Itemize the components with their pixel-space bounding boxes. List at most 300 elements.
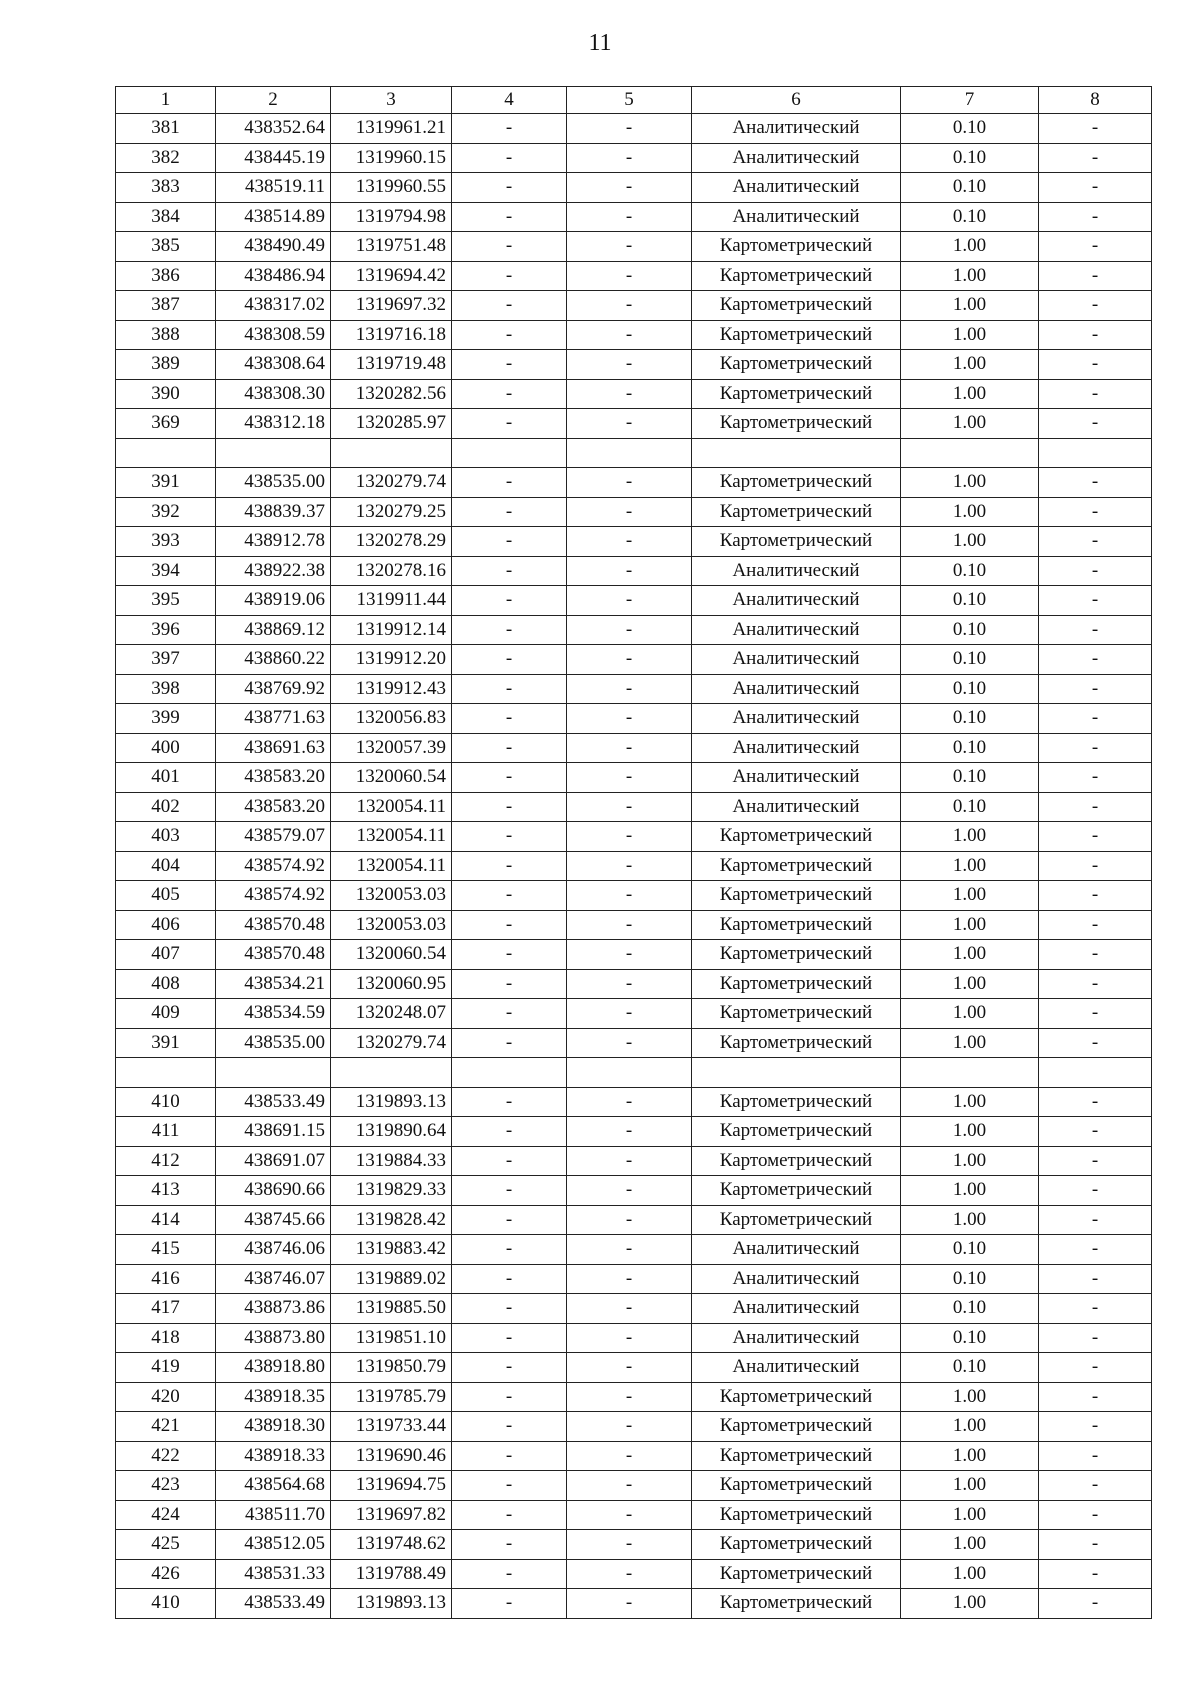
point-number-cell — [116, 438, 216, 468]
col-5-cell: - — [567, 586, 692, 616]
col-8-cell: - — [1039, 350, 1152, 380]
point-number-cell: 423 — [116, 1471, 216, 1501]
col-5-cell: - — [567, 409, 692, 439]
col-8-cell: - — [1039, 674, 1152, 704]
y-coordinate-cell: 1319912.20 — [331, 645, 452, 675]
method-cell: Картометрический — [692, 1176, 901, 1206]
col-4-cell: - — [452, 232, 567, 262]
y-coordinate-cell: 1320053.03 — [331, 910, 452, 940]
accuracy-cell: 0.10 — [901, 1323, 1039, 1353]
point-number-cell: 420 — [116, 1382, 216, 1412]
x-coordinate-cell: 438312.18 — [216, 409, 331, 439]
y-coordinate-cell: 1320056.83 — [331, 704, 452, 734]
accuracy-cell: 0.10 — [901, 586, 1039, 616]
accuracy-cell: 0.10 — [901, 792, 1039, 822]
method-cell: Картометрический — [692, 527, 901, 557]
col-4-cell: - — [452, 527, 567, 557]
col-5-cell: - — [567, 497, 692, 527]
table-row — [116, 1441, 1152, 1471]
x-coordinate-cell: 438691.63 — [216, 733, 331, 763]
point-number-cell: 381 — [116, 114, 216, 144]
point-number-cell: 426 — [116, 1559, 216, 1589]
col-5-cell: - — [567, 1471, 692, 1501]
accuracy-cell: 1.00 — [901, 497, 1039, 527]
col-4-cell: - — [452, 143, 567, 173]
y-coordinate-cell: 1319751.48 — [331, 232, 452, 262]
point-number-cell: 406 — [116, 910, 216, 940]
accuracy-cell: 1.00 — [901, 999, 1039, 1029]
x-coordinate-cell: 438308.59 — [216, 320, 331, 350]
accuracy-cell: 0.10 — [901, 763, 1039, 793]
point-number-cell: 401 — [116, 763, 216, 793]
accuracy-cell: 0.10 — [901, 173, 1039, 203]
col-8-cell: - — [1039, 1205, 1152, 1235]
point-number-cell: 404 — [116, 851, 216, 881]
y-coordinate-cell: 1320278.29 — [331, 527, 452, 557]
col-8-cell: - — [1039, 1471, 1152, 1501]
table-row — [116, 1176, 1152, 1206]
method-cell: Картометрический — [692, 1117, 901, 1147]
x-coordinate-cell: 438745.66 — [216, 1205, 331, 1235]
y-coordinate-cell: 1319690.46 — [331, 1441, 452, 1471]
accuracy-cell: 1.00 — [901, 1117, 1039, 1147]
method-cell: Картометрический — [692, 881, 901, 911]
method-cell: Аналитический — [692, 556, 901, 586]
col-8-cell: - — [1039, 1146, 1152, 1176]
method-cell: Аналитический — [692, 1294, 901, 1324]
col-4-cell: - — [452, 1323, 567, 1353]
col-4-cell: - — [452, 940, 567, 970]
accuracy-cell: 1.00 — [901, 527, 1039, 557]
col-8-cell: - — [1039, 822, 1152, 852]
col-8-cell: - — [1039, 763, 1152, 793]
col-5-cell: - — [567, 291, 692, 321]
col-4-cell: - — [452, 881, 567, 911]
col-5-cell: - — [567, 940, 692, 970]
table-row — [116, 1471, 1152, 1501]
col-5-cell: - — [567, 1530, 692, 1560]
col-5-cell: - — [567, 1589, 692, 1619]
table-row — [116, 556, 1152, 586]
x-coordinate-cell — [216, 438, 331, 468]
accuracy-cell: 0.10 — [901, 615, 1039, 645]
accuracy-cell: 1.00 — [901, 910, 1039, 940]
accuracy-cell: 1.00 — [901, 350, 1039, 380]
method-cell: Картометрический — [692, 497, 901, 527]
col-4-cell: - — [452, 999, 567, 1029]
method-cell: Картометрический — [692, 350, 901, 380]
col-8-cell: - — [1039, 645, 1152, 675]
accuracy-cell: 0.10 — [901, 674, 1039, 704]
col-4-cell: - — [452, 114, 567, 144]
column-header: 7 — [901, 87, 1039, 114]
col-8-cell: - — [1039, 1176, 1152, 1206]
point-number-cell: 413 — [116, 1176, 216, 1206]
col-8-cell: - — [1039, 1589, 1152, 1619]
method-cell: Картометрический — [692, 1205, 901, 1235]
table-row — [116, 320, 1152, 350]
y-coordinate-cell: 1320057.39 — [331, 733, 452, 763]
table-row — [116, 969, 1152, 999]
header-row — [116, 87, 1152, 114]
col-8-cell: - — [1039, 851, 1152, 881]
col-5-cell: - — [567, 645, 692, 675]
col-4-cell: - — [452, 1146, 567, 1176]
method-cell: Аналитический — [692, 733, 901, 763]
method-cell: Аналитический — [692, 114, 901, 144]
col-8-cell: - — [1039, 114, 1152, 144]
accuracy-cell: 1.00 — [901, 851, 1039, 881]
x-coordinate-cell: 438918.30 — [216, 1412, 331, 1442]
table-row — [116, 1500, 1152, 1530]
point-number-cell: 425 — [116, 1530, 216, 1560]
point-number-cell: 417 — [116, 1294, 216, 1324]
table-row — [116, 261, 1152, 291]
y-coordinate-cell: 1319960.15 — [331, 143, 452, 173]
table-row — [116, 1559, 1152, 1589]
col-5-cell: - — [567, 1117, 692, 1147]
table-body — [116, 114, 1152, 1619]
accuracy-cell: 0.10 — [901, 114, 1039, 144]
accuracy-cell: 0.10 — [901, 202, 1039, 232]
y-coordinate-cell: 1319850.79 — [331, 1353, 452, 1383]
point-number-cell: 387 — [116, 291, 216, 321]
col-4-cell: - — [452, 645, 567, 675]
y-coordinate-cell: 1319694.75 — [331, 1471, 452, 1501]
x-coordinate-cell: 438746.06 — [216, 1235, 331, 1265]
x-coordinate-cell: 438690.66 — [216, 1176, 331, 1206]
y-coordinate-cell: 1319883.42 — [331, 1235, 452, 1265]
accuracy-cell: 1.00 — [901, 1412, 1039, 1442]
col-4-cell: - — [452, 1117, 567, 1147]
column-header: 1 — [116, 87, 216, 114]
method-cell: Аналитический — [692, 763, 901, 793]
table-row — [116, 851, 1152, 881]
y-coordinate-cell: 1320285.97 — [331, 409, 452, 439]
table-row — [116, 1382, 1152, 1412]
col-4-cell: - — [452, 1559, 567, 1589]
method-cell: Картометрический — [692, 1530, 901, 1560]
column-header: 8 — [1039, 87, 1152, 114]
col-5-cell: - — [567, 1441, 692, 1471]
x-coordinate-cell: 438534.59 — [216, 999, 331, 1029]
col-8-cell: - — [1039, 999, 1152, 1029]
col-5-cell: - — [567, 527, 692, 557]
point-number-cell: 388 — [116, 320, 216, 350]
y-coordinate-cell: 1319893.13 — [331, 1589, 452, 1619]
point-number-cell: 399 — [116, 704, 216, 734]
accuracy-cell — [901, 438, 1039, 468]
col-4-cell: - — [452, 173, 567, 203]
x-coordinate-cell: 438308.30 — [216, 379, 331, 409]
y-coordinate-cell: 1319719.48 — [331, 350, 452, 380]
col-5-cell: - — [567, 704, 692, 734]
accuracy-cell: 0.10 — [901, 556, 1039, 586]
x-coordinate-cell: 438691.07 — [216, 1146, 331, 1176]
point-number-cell: 393 — [116, 527, 216, 557]
table-row — [116, 792, 1152, 822]
page-number: 11 — [588, 30, 612, 56]
x-coordinate-cell: 438570.48 — [216, 940, 331, 970]
y-coordinate-cell: 1319829.33 — [331, 1176, 452, 1206]
col-8-cell: - — [1039, 586, 1152, 616]
col-4-cell: - — [452, 1028, 567, 1058]
col-5-cell: - — [567, 320, 692, 350]
col-8-cell: - — [1039, 1264, 1152, 1294]
col-8-cell: - — [1039, 379, 1152, 409]
accuracy-cell: 1.00 — [901, 1205, 1039, 1235]
col-8-cell: - — [1039, 910, 1152, 940]
table-row — [116, 822, 1152, 852]
accuracy-cell: 1.00 — [901, 291, 1039, 321]
x-coordinate-cell: 438534.21 — [216, 969, 331, 999]
point-number-cell: 386 — [116, 261, 216, 291]
y-coordinate-cell: 1320053.03 — [331, 881, 452, 911]
point-number-cell: 418 — [116, 1323, 216, 1353]
x-coordinate-cell: 438919.06 — [216, 586, 331, 616]
col-5-cell: - — [567, 1146, 692, 1176]
point-number-cell: 384 — [116, 202, 216, 232]
col-8-cell: - — [1039, 1559, 1152, 1589]
table-row — [116, 1412, 1152, 1442]
method-cell: Аналитический — [692, 173, 901, 203]
x-coordinate-cell: 438583.20 — [216, 763, 331, 793]
y-coordinate-cell: 1319911.44 — [331, 586, 452, 616]
col-4-cell: - — [452, 674, 567, 704]
x-coordinate-cell: 438535.00 — [216, 1028, 331, 1058]
y-coordinate-cell: 1319884.33 — [331, 1146, 452, 1176]
table-row — [116, 940, 1152, 970]
column-header: 4 — [452, 87, 567, 114]
point-number-cell: 392 — [116, 497, 216, 527]
y-coordinate-cell: 1319697.32 — [331, 291, 452, 321]
y-coordinate-cell: 1319828.42 — [331, 1205, 452, 1235]
table-row — [116, 615, 1152, 645]
point-number-cell: 385 — [116, 232, 216, 262]
accuracy-cell: 1.00 — [901, 822, 1039, 852]
col-8-cell: - — [1039, 1294, 1152, 1324]
col-4-cell: - — [452, 1530, 567, 1560]
col-5-cell: - — [567, 173, 692, 203]
method-cell: Картометрический — [692, 1412, 901, 1442]
method-cell: Картометрический — [692, 291, 901, 321]
accuracy-cell: 0.10 — [901, 1294, 1039, 1324]
table-row — [116, 645, 1152, 675]
point-number-cell: 416 — [116, 1264, 216, 1294]
point-number-cell: 389 — [116, 350, 216, 380]
col-4-cell: - — [452, 1205, 567, 1235]
col-5-cell: - — [567, 1323, 692, 1353]
col-4-cell: - — [452, 497, 567, 527]
table-row — [116, 143, 1152, 173]
x-coordinate-cell: 438771.63 — [216, 704, 331, 734]
table-row — [116, 1530, 1152, 1560]
accuracy-cell: 1.00 — [901, 1441, 1039, 1471]
method-cell: Картометрический — [692, 409, 901, 439]
table-row — [116, 527, 1152, 557]
point-number-cell: 414 — [116, 1205, 216, 1235]
point-number-cell: 412 — [116, 1146, 216, 1176]
point-number-cell: 394 — [116, 556, 216, 586]
y-coordinate-cell: 1319893.13 — [331, 1087, 452, 1117]
col-4-cell: - — [452, 851, 567, 881]
col-8-cell: - — [1039, 527, 1152, 557]
y-coordinate-cell: 1319785.79 — [331, 1382, 452, 1412]
point-number-cell: 422 — [116, 1441, 216, 1471]
y-coordinate-cell: 1320060.54 — [331, 763, 452, 793]
accuracy-cell: 0.10 — [901, 704, 1039, 734]
col-5-cell: - — [567, 143, 692, 173]
method-cell: Картометрический — [692, 1471, 901, 1501]
table-row — [116, 438, 1152, 468]
table-row — [116, 733, 1152, 763]
col-8-cell: - — [1039, 320, 1152, 350]
y-coordinate-cell: 1319697.82 — [331, 1500, 452, 1530]
x-coordinate-cell: 438445.19 — [216, 143, 331, 173]
y-coordinate-cell: 1320060.54 — [331, 940, 452, 970]
method-cell: Картометрический — [692, 1382, 901, 1412]
col-4-cell: - — [452, 556, 567, 586]
col-5-cell — [567, 438, 692, 468]
point-number-cell: 409 — [116, 999, 216, 1029]
method-cell: Картометрический — [692, 1500, 901, 1530]
accuracy-cell: 0.10 — [901, 645, 1039, 675]
y-coordinate-cell: 1320054.11 — [331, 851, 452, 881]
x-coordinate-cell — [216, 1058, 331, 1088]
col-4-cell: - — [452, 1500, 567, 1530]
col-4-cell — [452, 1058, 567, 1088]
col-5-cell: - — [567, 1176, 692, 1206]
y-coordinate-cell: 1319960.55 — [331, 173, 452, 203]
col-5-cell: - — [567, 969, 692, 999]
method-cell: Картометрический — [692, 468, 901, 498]
table-row — [116, 350, 1152, 380]
col-8-cell: - — [1039, 1530, 1152, 1560]
col-5-cell: - — [567, 1087, 692, 1117]
col-4-cell: - — [452, 1264, 567, 1294]
column-header: 5 — [567, 87, 692, 114]
point-number-cell: 410 — [116, 1087, 216, 1117]
table-row — [116, 202, 1152, 232]
method-cell: Аналитический — [692, 704, 901, 734]
y-coordinate-cell: 1319733.44 — [331, 1412, 452, 1442]
y-coordinate-cell: 1319851.10 — [331, 1323, 452, 1353]
col-5-cell: - — [567, 1500, 692, 1530]
y-coordinate-cell: 1319794.98 — [331, 202, 452, 232]
table-row — [116, 468, 1152, 498]
col-4-cell: - — [452, 291, 567, 321]
method-cell: Картометрический — [692, 379, 901, 409]
y-coordinate-cell: 1320054.11 — [331, 792, 452, 822]
x-coordinate-cell: 438873.86 — [216, 1294, 331, 1324]
x-coordinate-cell: 438533.49 — [216, 1589, 331, 1619]
col-8-cell: - — [1039, 143, 1152, 173]
col-5-cell: - — [567, 1294, 692, 1324]
col-5-cell: - — [567, 379, 692, 409]
x-coordinate-cell: 438514.89 — [216, 202, 331, 232]
x-coordinate-cell: 438579.07 — [216, 822, 331, 852]
col-8-cell: - — [1039, 291, 1152, 321]
accuracy-cell: 1.00 — [901, 409, 1039, 439]
point-number-cell: 402 — [116, 792, 216, 822]
x-coordinate-cell: 438564.68 — [216, 1471, 331, 1501]
x-coordinate-cell: 438533.49 — [216, 1087, 331, 1117]
point-number-cell: 398 — [116, 674, 216, 704]
col-8-cell: - — [1039, 261, 1152, 291]
col-8-cell: - — [1039, 1117, 1152, 1147]
y-coordinate-cell: 1320282.56 — [331, 379, 452, 409]
col-5-cell: - — [567, 232, 692, 262]
y-coordinate-cell: 1319961.21 — [331, 114, 452, 144]
table-row — [116, 999, 1152, 1029]
col-4-cell — [452, 438, 567, 468]
method-cell: Картометрический — [692, 851, 901, 881]
accuracy-cell: 1.00 — [901, 969, 1039, 999]
x-coordinate-cell: 438918.35 — [216, 1382, 331, 1412]
col-5-cell: - — [567, 674, 692, 704]
col-4-cell: - — [452, 1441, 567, 1471]
col-5-cell: - — [567, 114, 692, 144]
x-coordinate-cell: 438317.02 — [216, 291, 331, 321]
point-number-cell: 410 — [116, 1589, 216, 1619]
col-8-cell: - — [1039, 1087, 1152, 1117]
method-cell: Аналитический — [692, 143, 901, 173]
table-row — [116, 1353, 1152, 1383]
y-coordinate-cell — [331, 438, 452, 468]
method-cell: Картометрический — [692, 1028, 901, 1058]
col-4-cell: - — [452, 586, 567, 616]
x-coordinate-cell: 438511.70 — [216, 1500, 331, 1530]
method-cell: Картометрический — [692, 1559, 901, 1589]
table-row — [116, 1117, 1152, 1147]
table-row — [116, 763, 1152, 793]
y-coordinate-cell: 1319694.42 — [331, 261, 452, 291]
x-coordinate-cell: 438486.94 — [216, 261, 331, 291]
col-5-cell: - — [567, 792, 692, 822]
x-coordinate-cell: 438574.92 — [216, 881, 331, 911]
method-cell: Аналитический — [692, 792, 901, 822]
col-8-cell: - — [1039, 468, 1152, 498]
col-5-cell: - — [567, 350, 692, 380]
x-coordinate-cell: 438583.20 — [216, 792, 331, 822]
table-row — [116, 1589, 1152, 1619]
table-row — [116, 232, 1152, 262]
method-cell: Аналитический — [692, 1353, 901, 1383]
table-row — [116, 379, 1152, 409]
accuracy-cell: 1.00 — [901, 1382, 1039, 1412]
col-4-cell: - — [452, 910, 567, 940]
col-5-cell: - — [567, 851, 692, 881]
x-coordinate-cell: 438746.07 — [216, 1264, 331, 1294]
y-coordinate-cell: 1320279.74 — [331, 1028, 452, 1058]
col-4-cell: - — [452, 320, 567, 350]
method-cell: Аналитический — [692, 645, 901, 675]
accuracy-cell: 1.00 — [901, 1471, 1039, 1501]
x-coordinate-cell: 438490.49 — [216, 232, 331, 262]
col-4-cell: - — [452, 1353, 567, 1383]
col-4-cell: - — [452, 409, 567, 439]
accuracy-cell: 1.00 — [901, 1176, 1039, 1206]
col-4-cell: - — [452, 468, 567, 498]
col-5-cell: - — [567, 615, 692, 645]
accuracy-cell: 0.10 — [901, 733, 1039, 763]
table-row — [116, 1205, 1152, 1235]
col-5-cell: - — [567, 1028, 692, 1058]
point-number-cell: 390 — [116, 379, 216, 409]
col-4-cell: - — [452, 1235, 567, 1265]
point-number-cell: 395 — [116, 586, 216, 616]
method-cell: Картометрический — [692, 822, 901, 852]
